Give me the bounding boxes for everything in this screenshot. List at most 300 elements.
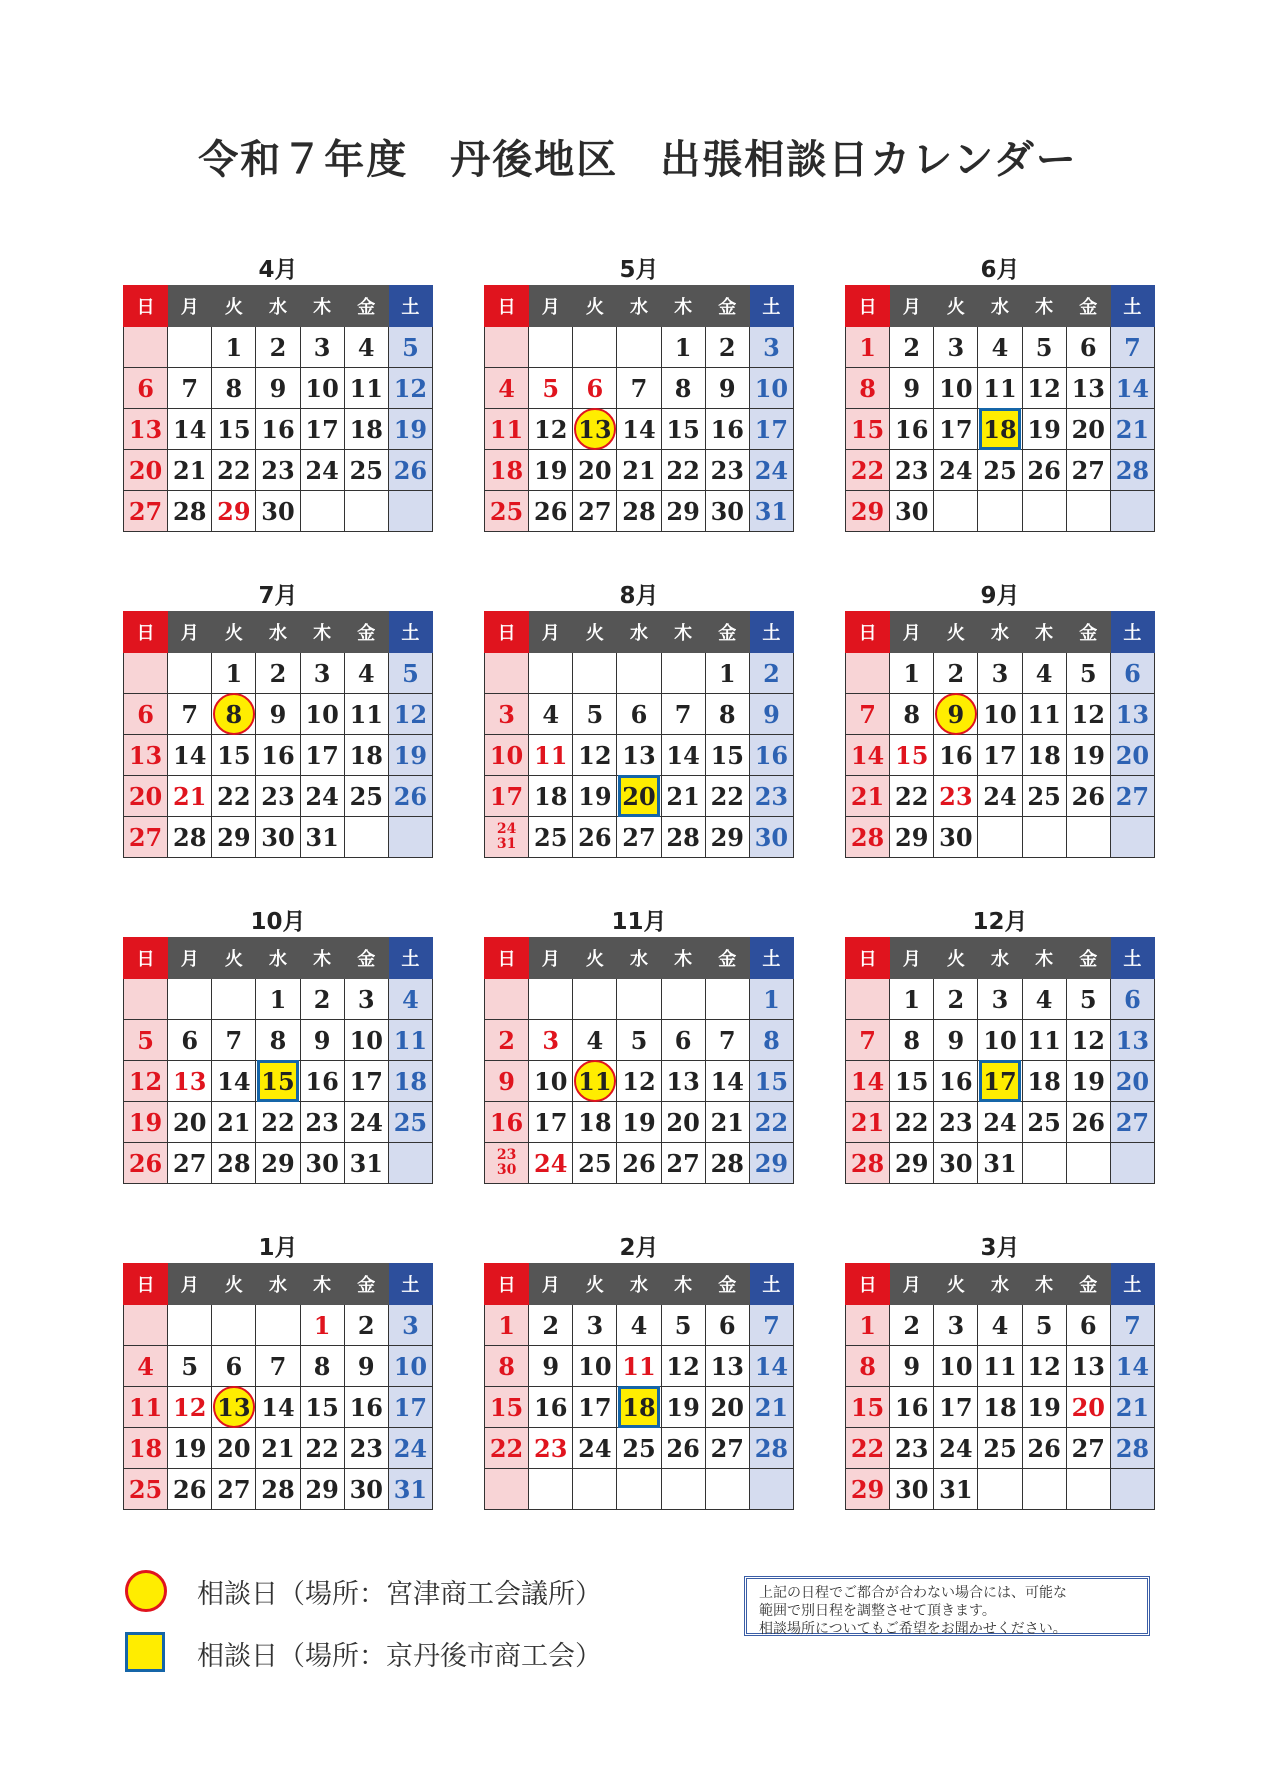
day-number: 9: [903, 373, 921, 403]
day-number: 8: [903, 699, 921, 729]
day-cell: [300, 450, 344, 491]
day-cell: [212, 1387, 256, 1428]
weekday-header: 木: [300, 1264, 344, 1305]
day-cell: [617, 1020, 661, 1061]
day-cell: [300, 491, 344, 532]
day-cell: [978, 817, 1022, 858]
day-cell: [661, 1305, 705, 1346]
day-cell: [846, 1428, 890, 1469]
month-calendar: [484, 583, 794, 858]
week-row: [485, 1102, 794, 1143]
day-cell: [256, 1305, 300, 1346]
day-number: 29: [261, 1148, 295, 1178]
day-cell: [934, 979, 978, 1020]
weekday-header: 水: [978, 612, 1022, 653]
day-cell: [934, 491, 978, 532]
day-cell: [749, 1061, 793, 1102]
day-cell: [749, 979, 793, 1020]
day-number: 28: [850, 822, 885, 852]
day-number: 5: [137, 1025, 154, 1055]
day-number: 26: [173, 1474, 207, 1504]
day-cell: [978, 1305, 1022, 1346]
day-cell: [573, 1305, 617, 1346]
day-number: 8: [763, 1025, 780, 1055]
day-number: 25: [622, 1433, 656, 1463]
notice-box: [744, 1576, 1150, 1636]
day-number: 15: [666, 414, 700, 444]
day-cell: [749, 694, 793, 735]
day-cell: [388, 1387, 432, 1428]
day-cell: [1066, 1469, 1110, 1510]
weekday-header: 月: [890, 938, 934, 979]
day-cell: [934, 817, 978, 858]
day-number: 23: [710, 455, 744, 485]
day-cell: [529, 450, 573, 491]
day-cell: [749, 1102, 793, 1143]
legend-circle-label: 相談日（場所：宮津商工会議所）: [197, 1579, 602, 1610]
day-cell: [890, 817, 934, 858]
day-cell: [256, 776, 300, 817]
day-number: 21: [710, 1107, 744, 1137]
day-cell: [256, 1469, 300, 1510]
day-number: 11: [349, 373, 383, 403]
weekday-header-row: [124, 938, 433, 979]
day-cell: [529, 368, 573, 409]
day-number: 2: [357, 1310, 375, 1340]
day-cell: [344, 979, 388, 1020]
day-number: 30: [349, 1474, 383, 1504]
day-cell: [705, 817, 749, 858]
day-number: 4: [357, 332, 375, 362]
day-cell: [344, 653, 388, 694]
month-calendar: [123, 583, 433, 858]
day-number: 20: [128, 781, 163, 811]
day-cell: [934, 735, 978, 776]
day-cell: [212, 653, 256, 694]
day-cell: [529, 491, 573, 532]
weekday-header: 金: [1066, 286, 1110, 327]
day-number: 12: [1071, 1025, 1105, 1055]
day-number: 22: [217, 455, 251, 485]
weekday-header: 木: [661, 612, 705, 653]
month-label: 4月: [258, 257, 298, 283]
month-calendar: [484, 1235, 794, 1510]
weekday-header: 金: [344, 286, 388, 327]
day-cell: [529, 735, 573, 776]
weekday-header: 木: [1022, 1264, 1066, 1305]
day-number: 5: [1035, 1310, 1053, 1340]
day-cell: [573, 1143, 617, 1184]
week-row: [124, 1020, 433, 1061]
day-cell: [1066, 776, 1110, 817]
week-row: [485, 979, 794, 1020]
day-cell: [388, 1305, 432, 1346]
weekday-header: 火: [573, 938, 617, 979]
day-cell: [1066, 1428, 1110, 1469]
day-number: 13: [710, 1351, 744, 1381]
day-number: 22: [305, 1433, 339, 1463]
day-cell: [705, 694, 749, 735]
day-cell: [485, 776, 529, 817]
day-number: 26: [1027, 455, 1061, 485]
day-number: 21: [622, 455, 656, 485]
day-cell: [846, 1346, 890, 1387]
day-number: 20: [1071, 414, 1105, 444]
day-cell: [978, 776, 1022, 817]
day-number: 26: [1071, 781, 1105, 811]
day-number: 23: [895, 1433, 929, 1463]
day-cell: [256, 735, 300, 776]
weekday-header: 土: [1110, 1264, 1154, 1305]
day-number: 25: [1027, 781, 1061, 811]
day-cell: [1022, 1469, 1066, 1510]
day-cell: [1066, 735, 1110, 776]
day-number: 27: [622, 822, 656, 852]
month-table: [484, 285, 794, 532]
day-cell: [890, 1020, 934, 1061]
day-cell: [344, 450, 388, 491]
day-cell: [212, 1061, 256, 1102]
day-number: 7: [859, 1025, 876, 1055]
day-number: 18: [128, 1433, 163, 1463]
day-cell: [617, 327, 661, 368]
month-table: [484, 611, 794, 858]
day-number: 28: [173, 822, 207, 852]
day-cell: [573, 1469, 617, 1510]
week-row: [485, 491, 794, 532]
day-cell: [168, 776, 212, 817]
weekday-header: 金: [344, 1264, 388, 1305]
day-number: 30: [939, 1148, 973, 1178]
week-row: [124, 1061, 433, 1102]
weekday-header: 土: [388, 286, 432, 327]
day-number: 27: [1115, 781, 1150, 811]
day-cell: [661, 491, 705, 532]
day-cell: [934, 1305, 978, 1346]
day-number: 29: [850, 496, 885, 526]
day-number: 21: [1115, 1392, 1150, 1422]
week-row: [846, 1143, 1155, 1184]
day-cell: [617, 1305, 661, 1346]
day-number: 11: [349, 699, 383, 729]
day-cell: [573, 694, 617, 735]
day-cell: [617, 491, 661, 532]
month-label: 5月: [619, 257, 659, 283]
week-row: [846, 368, 1155, 409]
day-cell: [1066, 1346, 1110, 1387]
day-cell: [890, 450, 934, 491]
day-cell: [168, 817, 212, 858]
weekday-header: 日: [846, 938, 890, 979]
day-cell: [890, 327, 934, 368]
day-cell: [212, 735, 256, 776]
day-cell: [256, 327, 300, 368]
day-cell: [300, 1061, 344, 1102]
day-cell: [705, 1305, 749, 1346]
weekday-header: 火: [934, 1264, 978, 1305]
day-cell: [485, 1346, 529, 1387]
day-cell: [344, 1061, 388, 1102]
day-cell: [300, 979, 344, 1020]
weekday-header: 火: [934, 612, 978, 653]
day-number: 22: [217, 781, 251, 811]
day-cell: [846, 1305, 890, 1346]
day-cell: [573, 1387, 617, 1428]
day-cell: [1066, 409, 1110, 450]
day-number: 19: [128, 1107, 163, 1137]
day-number: 12: [622, 1066, 656, 1096]
day-number: 4: [542, 699, 560, 729]
day-cell: [485, 1469, 529, 1510]
weekday-header: 金: [705, 286, 749, 327]
day-number: 21: [1115, 414, 1150, 444]
day-number: 1: [859, 1310, 876, 1340]
day-number: 27: [217, 1474, 251, 1504]
day-cell: [1110, 450, 1154, 491]
week-row: [124, 409, 433, 450]
day-cell: [529, 776, 573, 817]
day-cell: [485, 694, 529, 735]
day-number: 16: [349, 1392, 383, 1422]
weekday-header: 土: [749, 1264, 793, 1305]
day-number: 22: [261, 1107, 295, 1137]
weekday-header: 土: [749, 286, 793, 327]
month-table: [845, 285, 1155, 532]
day-number: 16: [939, 740, 973, 770]
day-cell: [978, 1346, 1022, 1387]
day-number: 23: [261, 455, 295, 485]
day-cell: [388, 979, 432, 1020]
day-cell: [1110, 1469, 1154, 1510]
day-cell: [1110, 817, 1154, 858]
day-cell: [1066, 1143, 1110, 1184]
day-cell: [573, 1102, 617, 1143]
day-cell: [661, 776, 705, 817]
day-number: 2: [542, 1310, 560, 1340]
day-number: 31: [305, 822, 339, 852]
day-cell: [705, 1387, 749, 1428]
weekday-header-row: [485, 286, 794, 327]
day-number: 2: [903, 1310, 921, 1340]
day-number: 15: [710, 740, 744, 770]
day-number: 21: [754, 1392, 789, 1422]
day-number: 2: [947, 658, 965, 688]
week-row: [485, 735, 794, 776]
day-cell: [344, 1305, 388, 1346]
day-cell: [344, 1102, 388, 1143]
day-number: 12: [128, 1066, 163, 1096]
day-number: 29: [305, 1474, 339, 1504]
day-number: 20: [622, 781, 656, 811]
day-cell: [529, 653, 573, 694]
day-number: 28: [666, 822, 700, 852]
week-row: [846, 1305, 1155, 1346]
day-number: 22: [666, 455, 700, 485]
day-cell: [846, 491, 890, 532]
day-number: 25: [349, 455, 383, 485]
day-cell: [661, 735, 705, 776]
day-number: 12: [393, 373, 428, 403]
weekday-header: 火: [212, 612, 256, 653]
day-number: 23: [305, 1107, 339, 1137]
day-number: 24: [349, 1107, 383, 1137]
day-number: 25: [534, 822, 568, 852]
day-number: 1: [225, 332, 243, 362]
day-number: 24: [939, 455, 973, 485]
day-number: 30: [261, 496, 295, 526]
day-cell: [124, 327, 168, 368]
weekday-header-row: [846, 612, 1155, 653]
weekday-header: 金: [705, 938, 749, 979]
day-cell: [1066, 1061, 1110, 1102]
day-number: 29: [754, 1148, 789, 1178]
day-number: 9: [313, 1025, 331, 1055]
day-number: 23: [534, 1433, 568, 1463]
day-number: 19: [1071, 1066, 1105, 1096]
weekday-header: 金: [705, 612, 749, 653]
day-cell: [485, 735, 529, 776]
day-cell: [168, 1387, 212, 1428]
day-cell: [1110, 1305, 1154, 1346]
day-number: 27: [128, 496, 163, 526]
day-cell: [705, 1143, 749, 1184]
day-cell: [485, 491, 529, 532]
day-number: 11: [534, 740, 568, 770]
day-cell: [388, 1428, 432, 1469]
week-row: [124, 694, 433, 735]
day-cell: [978, 450, 1022, 491]
weekday-header: 月: [168, 286, 212, 327]
day-cell: [1110, 1061, 1154, 1102]
weekday-header: 水: [256, 286, 300, 327]
day-cell: [1066, 1020, 1110, 1061]
day-cell: [846, 1143, 890, 1184]
day-number: 11: [1027, 699, 1061, 729]
day-number: 6: [674, 1025, 692, 1055]
day-cell: [749, 1387, 793, 1428]
weekday-header: 金: [1066, 612, 1110, 653]
week-row: [846, 1387, 1155, 1428]
month-calendar: [845, 257, 1155, 532]
week-row: [846, 409, 1155, 450]
day-cell: [212, 368, 256, 409]
day-cell: [934, 653, 978, 694]
day-cell: [617, 1387, 661, 1428]
day-number: 13: [217, 1392, 251, 1422]
day-number: 29: [850, 1474, 885, 1504]
day-cell: [573, 450, 617, 491]
day-number: 14: [850, 740, 885, 770]
day-number: 16: [489, 1107, 524, 1137]
day-cell: [485, 1305, 529, 1346]
weekday-header: 木: [1022, 612, 1066, 653]
day-number: 15: [305, 1392, 339, 1422]
day-cell: [1022, 409, 1066, 450]
month-calendar: [123, 1235, 433, 1510]
weekday-header: 土: [1110, 938, 1154, 979]
week-row: [846, 450, 1155, 491]
day-cell: [890, 1346, 934, 1387]
weekday-header: 火: [934, 286, 978, 327]
day-number: 6: [225, 1351, 243, 1381]
day-cell: [846, 817, 890, 858]
day-number: 24: [305, 781, 339, 811]
weekday-header: 日: [846, 1264, 890, 1305]
week-row: [124, 1305, 433, 1346]
day-number: 3: [357, 984, 375, 1014]
day-number: 22: [710, 781, 744, 811]
day-cell: [300, 1143, 344, 1184]
day-number: 10: [754, 373, 789, 403]
week-row: [124, 653, 433, 694]
day-number: 9: [947, 1025, 965, 1055]
day-cell: [124, 1102, 168, 1143]
day-cell: [344, 1020, 388, 1061]
day-number: 23: [895, 455, 929, 485]
day-cell: [529, 694, 573, 735]
day-number: 16: [261, 740, 295, 770]
day-cell: [256, 1346, 300, 1387]
day-number: 7: [859, 699, 876, 729]
weekday-header: 木: [661, 286, 705, 327]
week-row: [846, 979, 1155, 1020]
weekday-header: 水: [978, 1264, 1022, 1305]
day-number: 4: [1035, 658, 1053, 688]
day-cell: [388, 327, 432, 368]
day-cell: [168, 491, 212, 532]
month-table: [123, 611, 433, 858]
day-cell: [344, 1143, 388, 1184]
day-cell: [529, 979, 573, 1020]
day-number: 7: [1124, 332, 1141, 362]
day-cell: [1066, 653, 1110, 694]
day-cell: [1066, 368, 1110, 409]
day-cell: [168, 979, 212, 1020]
day-number: 11: [1027, 1025, 1061, 1055]
day-number: 24: [578, 1433, 612, 1463]
day-cell: [212, 1305, 256, 1346]
month-calendar: [845, 1235, 1155, 1510]
week-row: [485, 653, 794, 694]
day-number: 1: [718, 658, 736, 688]
day-cell: [300, 1305, 344, 1346]
day-cell: [485, 979, 529, 1020]
day-number: 10: [939, 373, 973, 403]
day-cell: [300, 1346, 344, 1387]
day-number: 13: [1071, 373, 1105, 403]
day-cell: [749, 653, 793, 694]
month-table: [845, 1263, 1155, 1510]
week-row: [485, 327, 794, 368]
day-cell: [705, 653, 749, 694]
weekday-header: 土: [388, 1264, 432, 1305]
day-cell: [846, 450, 890, 491]
day-number: 22: [850, 455, 885, 485]
day-number: 25: [983, 1433, 1017, 1463]
day-cell: [168, 1020, 212, 1061]
day-number: 8: [313, 1351, 331, 1381]
day-cell: [890, 653, 934, 694]
day-number: 16: [895, 414, 929, 444]
day-cell: [168, 1346, 212, 1387]
day-cell: [661, 1102, 705, 1143]
day-cell: [124, 1469, 168, 1510]
day-cell: [573, 1346, 617, 1387]
day-cell: [124, 694, 168, 735]
day-cell: [978, 1061, 1022, 1102]
day-cell: [256, 491, 300, 532]
weekday-header: 金: [344, 938, 388, 979]
